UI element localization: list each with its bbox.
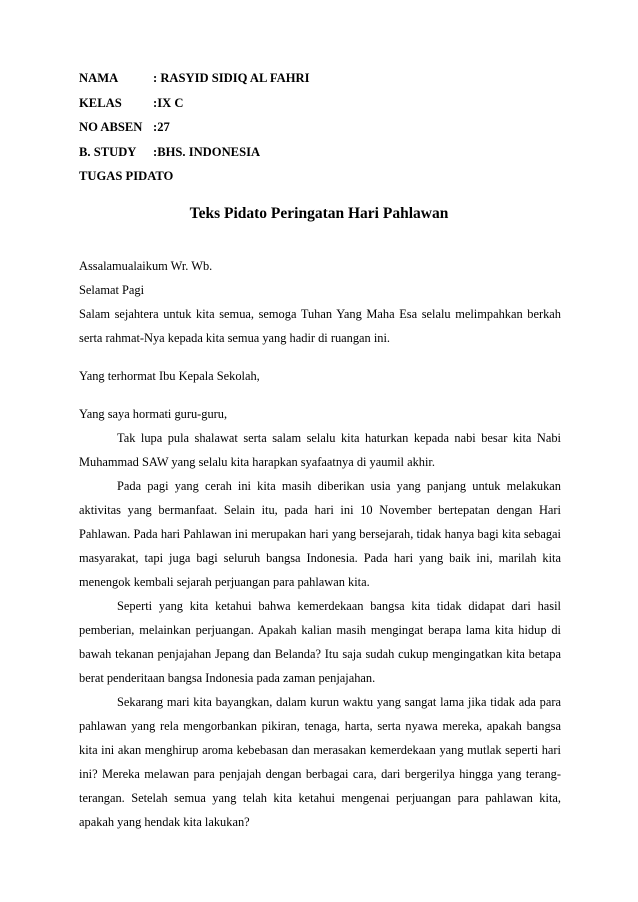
spacer	[79, 388, 561, 402]
info-label: B. STUDY	[79, 144, 137, 159]
respect-principal-line: Yang terhormat Ibu Kepala Sekolah,	[79, 369, 260, 383]
body-paragraph: Pada pagi yang cerah ini kita masih diberikan usia yang panjang untuk melakukan aktivitas yang bermanfaat. Selain itu, pada hari ini 10 November bertepatan dengan Hari Pahlawan. Pada hari Pahlawan ini merupakan hari yang bersejarah, tidak hanya bagi kita sebagai masyarakat, tapi juga bagi seluruh bangsa Indonesia. Pada hari yang baik ini, marilah kita menengok kembali sejarah perjuangan para pahlawan kita.	[79, 479, 561, 589]
body-paragraph: Tak lupa pula shalawat serta salam selalu kita haturkan kepada nabi besar kita Nabi Muhammad SAW yang selalu kita harapkan syafaatnya di yaumil akhir.	[79, 431, 561, 469]
info-value: :IX C	[153, 95, 184, 110]
info-value: : RASYID SIDIQ AL FAHRI	[153, 71, 310, 85]
greeting-line: Assalamualaikum Wr. Wb.	[79, 259, 213, 273]
assignment-text: TUGAS PIDATO	[79, 169, 174, 184]
info-label: NAMA	[79, 71, 119, 85]
speech-title: Teks Pidato Peringatan Hari Pahlawan	[189, 205, 449, 222]
info-value: :BHS. INDONESIA	[153, 144, 261, 159]
info-label: NO ABSEN	[79, 120, 143, 135]
intro-paragraph: Salam sejahtera untuk kita semua, semoga Tuhan Yang Maha Esa selalu melimpahkan berkah serta rahmat-Nya kepada kita semua yang hadir di ruangan ini.	[79, 307, 561, 345]
info-row-class	[79, 91, 310, 116]
info-row-study	[79, 140, 310, 165]
info-label: KELAS	[79, 95, 122, 110]
speech-body	[79, 254, 561, 834]
assignment-label	[79, 164, 310, 189]
info-row-name	[79, 66, 310, 91]
body-paragraph: Sekarang mari kita bayangkan, dalam kurun waktu yang sangat lama jika tidak ada para pahlawan yang rela mengorbankan pikiran, tenaga, harta, serta nyawa mereka, apakah bangsa kita ini akan menghirup aroma kebebasan dan merasakan kemerdekaan yang mutlak seperti hari ini? Mereka melawan para penjajah dengan berbagai cara, dari bergerilya hingga yang terang-terangan. Setelah semua yang telah kita ketahui mengenai perjuangan para pahlawan kita, apakah yang hendak kita lakukan?	[79, 695, 561, 829]
salute-line: Selamat Pagi	[79, 283, 145, 297]
info-row-absen	[79, 115, 310, 140]
student-info-header	[79, 66, 310, 189]
respect-teachers-line: Yang saya hormati guru-guru,	[79, 407, 228, 421]
body-paragraph: Seperti yang kita ketahui bahwa kemerdekaan bangsa kita tidak didapat dari hasil pemberian, melainkan perjuangan. Apakah kalian masih mengingat berapa lama kita hidup di bawah tekanan penjajahan Jepang dan Belanda? Itu saja sudah cukup mengingatkan kita betapa berat penderitaan bangsa Indonesia pada zaman penjajahan.	[79, 599, 561, 685]
info-value: :27	[153, 120, 170, 135]
spacer	[79, 350, 561, 364]
